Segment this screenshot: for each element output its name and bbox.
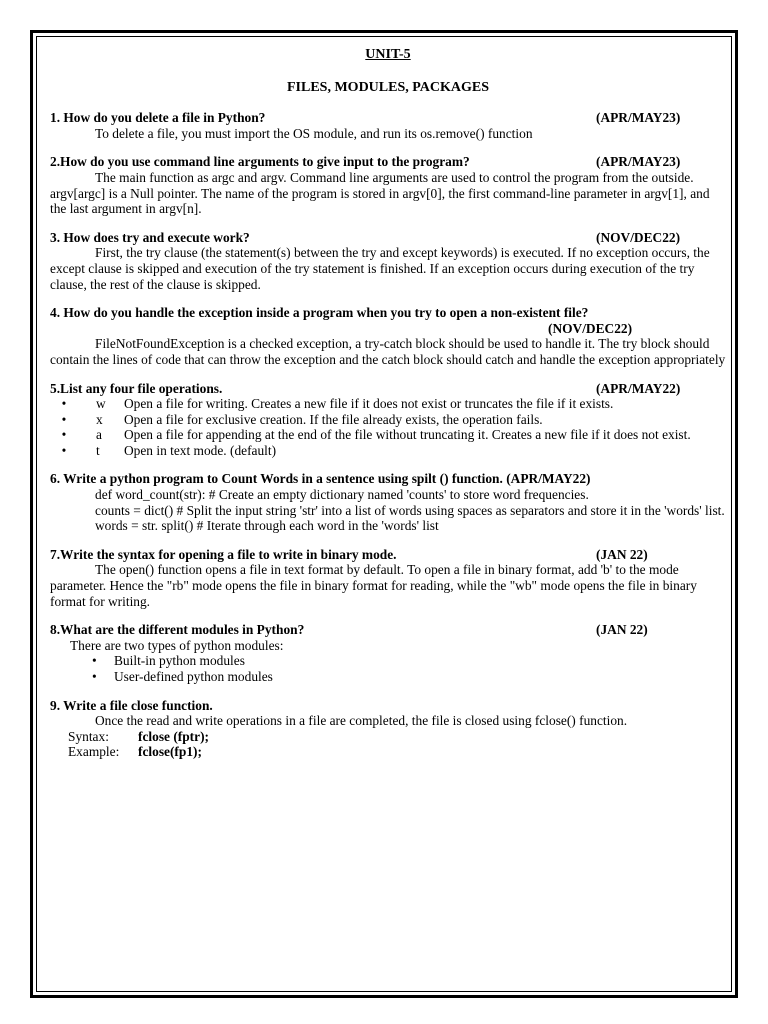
question-text: 2.How do you use command line arguments to give input to the program?: [50, 154, 470, 170]
file-operations-list: [50, 396, 726, 458]
answer-text: To delete a file, you must import the OS module, and run its os.remove() function: [95, 125, 533, 141]
mode-key: w: [96, 396, 106, 412]
exam-tag: (APR/MAY23): [596, 110, 681, 126]
question-4: [50, 305, 726, 367]
list-item: [92, 653, 726, 669]
list-item: [50, 396, 726, 412]
example-label: Example:: [68, 744, 120, 760]
mode-description: Open a file for appending at the end of the file without truncating it. Creates a new file if it does not exist.: [124, 427, 691, 443]
module-type: Built-in python modules: [114, 653, 245, 669]
syntax-label: Syntax:: [68, 728, 109, 744]
exam-tag: (APR/MAY22): [506, 471, 591, 487]
question-2: [50, 154, 726, 216]
answer-text: Once the read and write operations in a file are completed, the file is closed using fclose() function.: [95, 713, 628, 729]
question-text: 9. Write a file close function.: [50, 697, 213, 713]
bullet: •: [92, 653, 97, 669]
bullet: •: [61, 411, 67, 427]
syntax-code: fclose (fptr);: [138, 728, 210, 744]
bullet: •: [61, 442, 67, 458]
section-heading: FILES, MODULES, PACKAGES: [287, 79, 489, 95]
code-line-2: counts = dict() # Split the input string 'str' into a list of words using spaces as separators and store it in the 'words' list.: [95, 502, 725, 518]
list-item: [50, 443, 726, 459]
mode-key: a: [96, 427, 102, 443]
question-7: [50, 547, 726, 609]
bullet: •: [61, 396, 67, 412]
question-5: [50, 381, 726, 459]
exam-tag: (JAN 22): [596, 546, 648, 562]
list-item: [92, 669, 726, 685]
question-3: [50, 230, 726, 292]
exam-tag: (JAN 22): [596, 622, 648, 638]
syntax-row: [50, 729, 726, 745]
answer-text: The main function as argc and argv. Command line arguments are used to control the program from the outside. argv[argc] is a Null pointer. The name of the program is stored in argv[0], the first command-line parameter in argv[1], and the last argument in argv[n].: [50, 169, 710, 217]
answer-text: First, the try clause (the statement(s) between the try and except keywords) is executed. If no exception occurs, the except clause is skipped and execution of the try statement is finished. If an exception occurs during execution of the try clause, the rest of the clause is skipped.: [50, 245, 710, 292]
mode-description: Open in text mode. (default): [124, 442, 277, 458]
question-8: [50, 622, 726, 684]
question-9: [50, 698, 726, 760]
code-line-1: def word_count(str): # Create an empty dictionary named 'counts' to store word frequencies.: [95, 487, 589, 503]
module-types-list: [50, 653, 726, 684]
exam-tag: (APR/MAY22): [596, 380, 681, 396]
question-6: [50, 471, 726, 533]
mode-key: x: [96, 411, 103, 427]
bullet: •: [92, 669, 97, 684]
question-text: 4. How do you handle the exception inside a program when you try to open a non-existent file?: [50, 305, 589, 321]
question-text: 8.What are the different modules in Python?: [50, 622, 305, 638]
mode-description: Open a file for exclusive creation. If the file already exists, the operation fails.: [124, 411, 543, 427]
example-row: [50, 744, 726, 760]
question-text: 5.List any four file operations.: [50, 380, 223, 396]
exam-tag: (APR/MAY23): [596, 154, 681, 170]
answer-text: FileNotFoundException is a checked exception, a try-catch block should be used to handle it. The try block should contain the lines of code that can throw the exception and the catch block should catch and handle the exception appropriately: [50, 336, 726, 367]
question-text: 3. How does try and execute work?: [50, 229, 250, 245]
unit-title: UNIT-5: [365, 47, 411, 62]
exam-tag: (NOV/DEC22): [548, 320, 633, 336]
bullet: •: [61, 427, 67, 443]
exam-tag: (NOV/DEC22): [596, 229, 681, 245]
list-item: [50, 427, 726, 443]
question-1: [50, 110, 726, 141]
question-text: 1. How do you delete a file in Python?: [50, 110, 266, 126]
module-type: User-defined python modules: [114, 669, 273, 684]
code-line-3: words = str. split() # Iterate through each word in the 'words' list: [95, 518, 439, 534]
question-text: 6. Write a python program to Count Words in a sentence using spilt () function.: [50, 471, 503, 487]
example-code: fclose(fp1);: [138, 744, 202, 760]
document-body: [50, 47, 726, 773]
list-item: [50, 412, 726, 428]
answer-text: The open() function opens a file in text format by default. To open a file in binary format, add 'b' to the mode parameter. Hence the "rb" mode opens the file in binary format for reading, while the "wb" mode opens the file in binary format for writing.: [50, 562, 697, 609]
question-text: 7.Write the syntax for opening a file to write in binary mode.: [50, 546, 397, 562]
mode-key: t: [96, 442, 100, 458]
answer-intro: There are two types of python modules:: [70, 637, 284, 653]
mode-description: Open a file for writing. Creates a new file if it does not exist or truncates the file if it exists.: [124, 396, 614, 412]
